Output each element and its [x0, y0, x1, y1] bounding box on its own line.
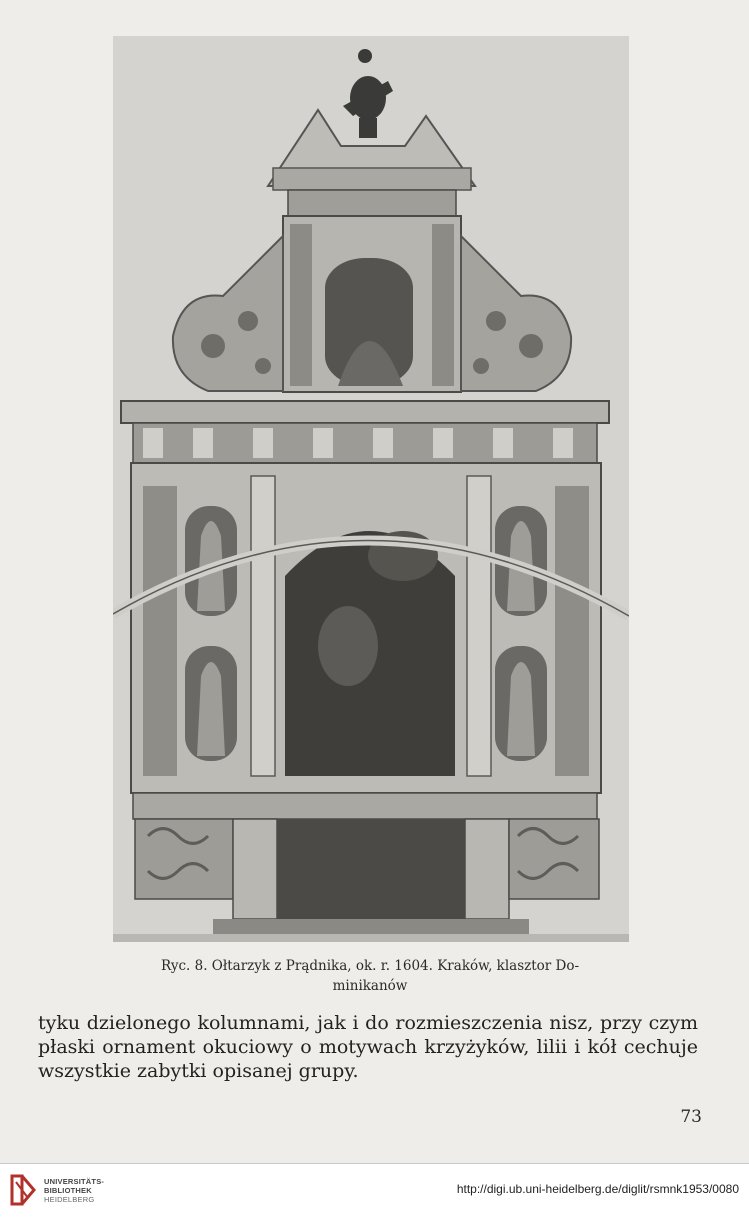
figure-caption [100, 956, 640, 996]
library-name-line: UNIVERSITÄTS- [44, 1177, 105, 1186]
paragraph-line: płaski ornament okuciowy o motywach krzyżyków, lilii i kół cechuje [38, 1036, 698, 1058]
body-paragraph [38, 1011, 698, 1083]
permalink-url[interactable]: http://digi.ub.uni-heidelberg.de/diglit/rsmnk1953/0080 [456, 1182, 739, 1196]
library-name-line: BIBLIOTHEK [44, 1186, 92, 1195]
paragraph-line: tyku dzielonego kolumnami, jak i do rozmieszczenia nisz, przy czym [38, 1012, 698, 1034]
paragraph-line: wszystkie zabytki opisanej grupy. [38, 1060, 359, 1082]
library-name [44, 1177, 104, 1204]
viewer-footer [0, 1163, 749, 1218]
library-name-line: HEIDELBERG [44, 1195, 95, 1204]
altar-photograph [113, 36, 629, 942]
caption-line: Ryc. 8. Ołtarzyk z Prądnika, ok. r. 1604. Kraków, klasztor Do- [160, 958, 580, 974]
university-library-logo-icon[interactable] [8, 1172, 38, 1208]
caption-line: minikanów [332, 978, 408, 994]
page-number: 73 [680, 1107, 702, 1127]
